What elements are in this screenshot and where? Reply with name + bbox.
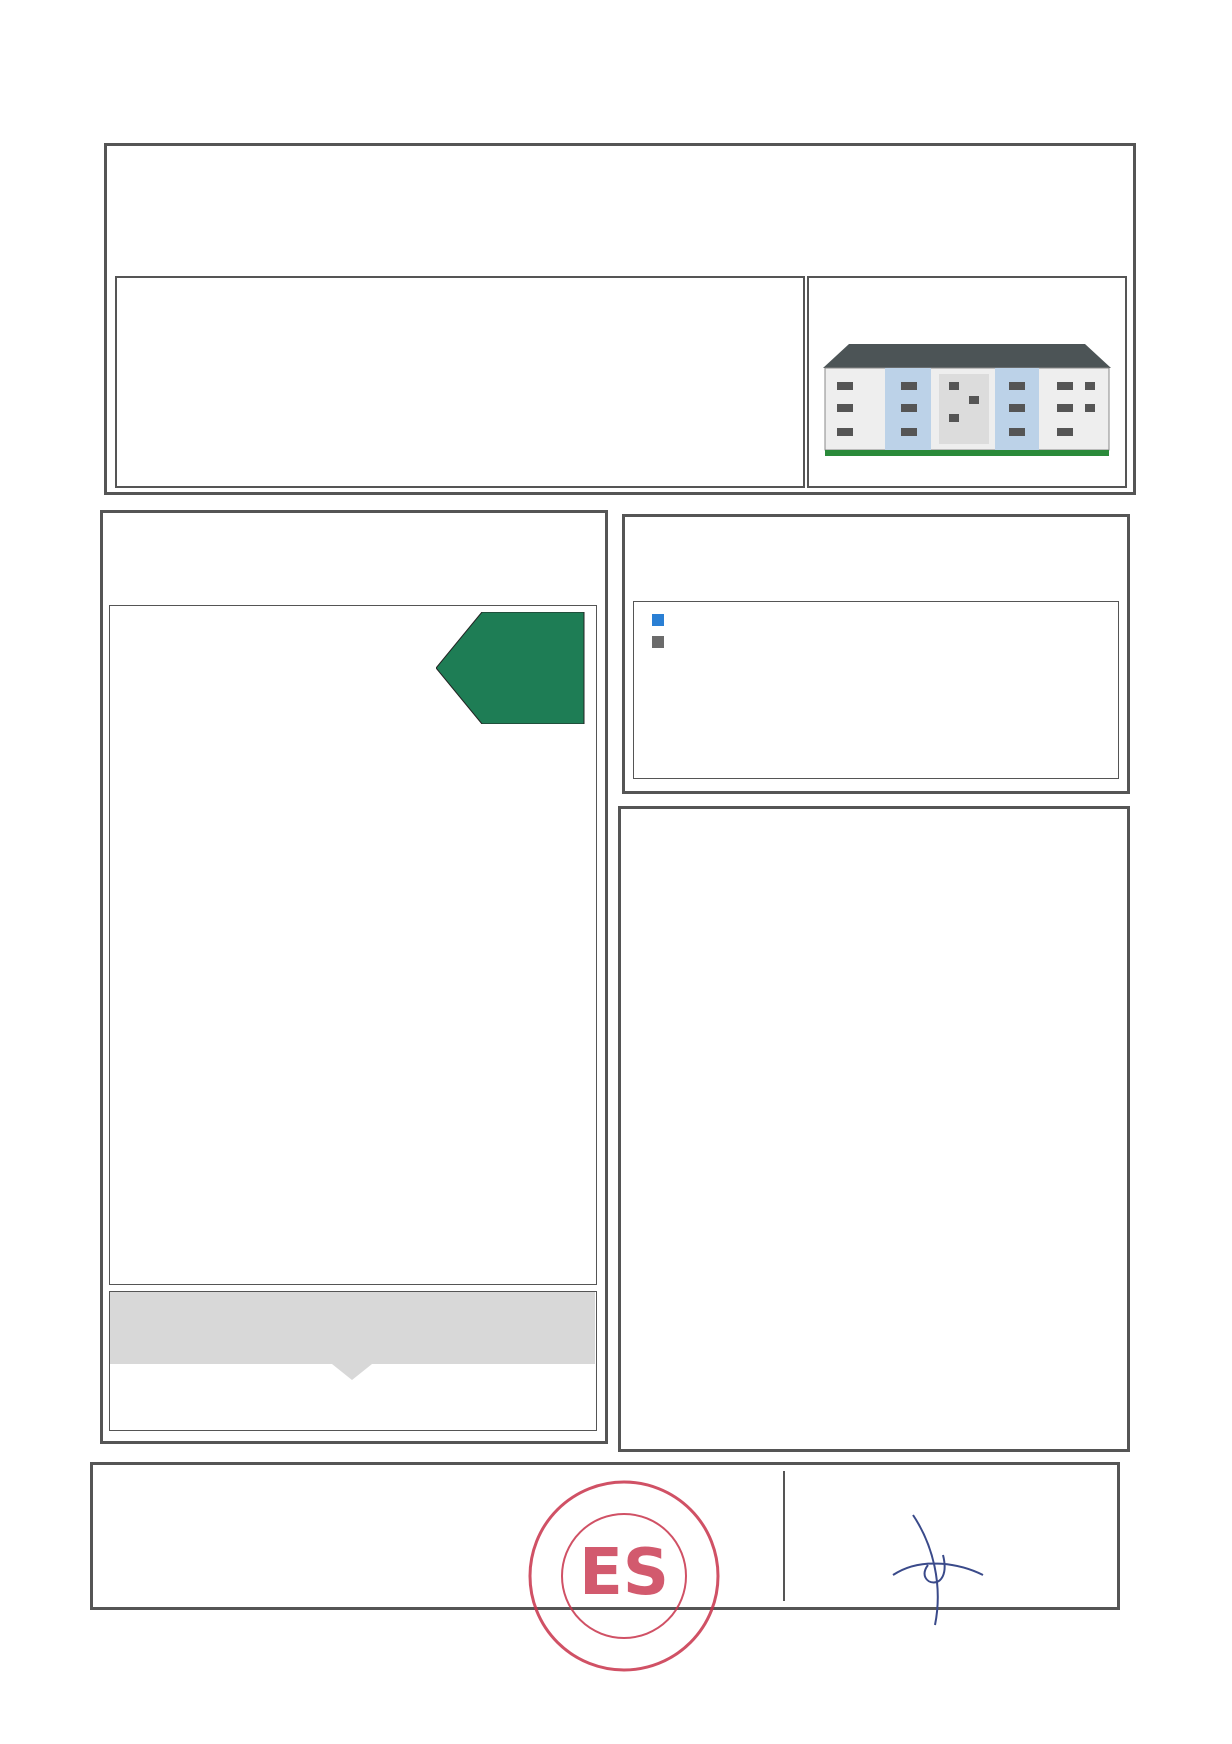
legend-item-2 [652, 634, 672, 649]
requirement-pointer [332, 1364, 372, 1382]
rating-arrow [436, 612, 586, 724]
footer-divider [783, 1471, 785, 1601]
building-info-box [115, 276, 805, 488]
indicators-box [618, 806, 1130, 1452]
legend-item-1 [652, 612, 672, 627]
class-scale-box [109, 605, 597, 1285]
pie-chart [934, 606, 1104, 776]
building-image [809, 278, 1125, 486]
specialist-stamp [524, 1476, 724, 1676]
building-photo-box [807, 276, 1127, 488]
signature [873, 1505, 993, 1635]
legend-swatch-2 [652, 636, 664, 648]
stamp-graphic [524, 1476, 724, 1676]
classification-box [100, 510, 608, 1444]
distribution-chart-box [633, 601, 1119, 779]
legend-swatch-1 [652, 614, 664, 626]
header-box [104, 143, 1136, 495]
requirement-box [109, 1291, 597, 1431]
svg-text:ES: ES [579, 1536, 669, 1610]
requirement-header-bg [110, 1292, 595, 1364]
distribution-box [622, 514, 1130, 794]
